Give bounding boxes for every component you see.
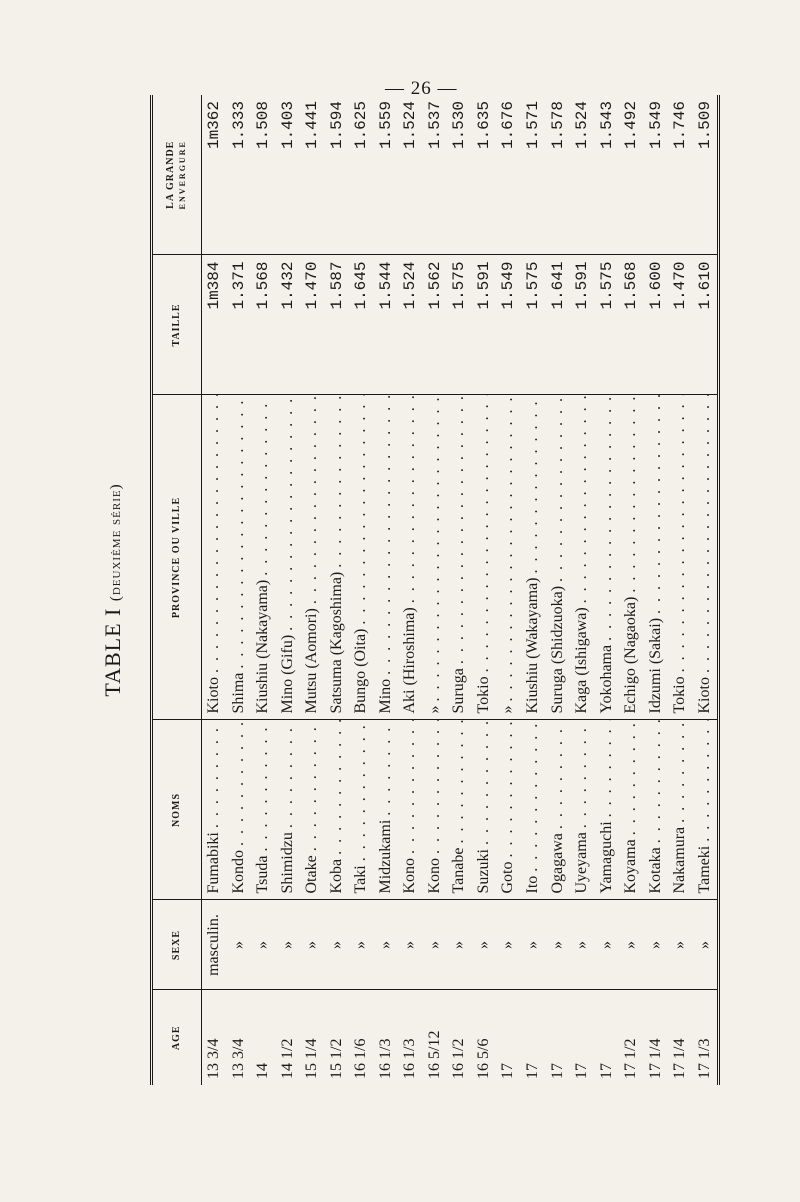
cell-province: Kiushiu (Nakayama) . . . bbox=[251, 395, 276, 720]
cell-envergure: 1.746 bbox=[668, 95, 693, 255]
cell-nom: Tanabe . . . bbox=[447, 720, 472, 900]
cell-nom: Kondo . . . bbox=[227, 720, 252, 900]
cell-sexe: » bbox=[521, 900, 546, 990]
cell-province: Tokio . . . bbox=[668, 395, 693, 720]
cell-age: 16 1/6 bbox=[352, 1038, 370, 1079]
cell-sexe: » bbox=[349, 900, 374, 990]
header-taille: TAILLE bbox=[152, 255, 202, 395]
cell-envergure: 1.571 bbox=[521, 95, 546, 255]
cell-age: 17 1/2 bbox=[622, 1038, 640, 1079]
cell-taille: 1.371 bbox=[227, 255, 252, 395]
cell-province: Suruga . . . bbox=[447, 395, 472, 720]
table-row bbox=[423, 95, 448, 1085]
cell-taille: 1.568 bbox=[619, 255, 644, 395]
cell-sexe: » bbox=[496, 900, 521, 990]
cell-province: Yokohama . . . bbox=[594, 395, 619, 720]
cell-taille: 1.587 bbox=[325, 255, 350, 395]
cell-sexe: » bbox=[325, 900, 350, 990]
cell-nom: Tsuda . . . bbox=[251, 720, 276, 900]
cell-nom: Fumabiki . . . bbox=[202, 720, 227, 900]
header-envergure-line2: ENVERGURE bbox=[178, 140, 187, 210]
cell-sexe: » bbox=[545, 900, 570, 990]
cell-province: Kioto . . . bbox=[692, 395, 718, 720]
cell-province: Satsuma (Kagoshima) . . . bbox=[325, 395, 350, 720]
table-row bbox=[202, 95, 227, 1085]
cell-taille: 1.544 bbox=[374, 255, 399, 395]
cell-envergure: 1.635 bbox=[472, 95, 497, 255]
cell-nom: Tameki . . . bbox=[692, 720, 718, 900]
table-row bbox=[619, 95, 644, 1085]
cell-envergure: 1.549 bbox=[643, 95, 668, 255]
cell-province: Shima . . . bbox=[227, 395, 252, 720]
table-row bbox=[570, 95, 595, 1085]
cell-envergure: 1.524 bbox=[570, 95, 595, 255]
cell-sexe: » bbox=[300, 900, 325, 990]
cell-envergure: 1.537 bbox=[423, 95, 448, 255]
cell-envergure: 1.543 bbox=[594, 95, 619, 255]
cell-nom: Taki . . . bbox=[349, 720, 374, 900]
cell-age: 17 bbox=[523, 1063, 541, 1079]
cell-taille: 1.600 bbox=[643, 255, 668, 395]
cell-taille: 1.591 bbox=[472, 255, 497, 395]
cell-envergure: 1.676 bbox=[496, 95, 521, 255]
cell-age: 15 1/4 bbox=[303, 1038, 321, 1079]
cell-taille: 1.641 bbox=[545, 255, 570, 395]
cell-age: 17 1/3 bbox=[695, 1038, 713, 1079]
cell-nom: Ogagawa . . . bbox=[545, 720, 570, 900]
cell-taille: 1.470 bbox=[668, 255, 693, 395]
cell-nom: Kono . . . bbox=[398, 720, 423, 900]
cell-nom: Kotaka . . . bbox=[643, 720, 668, 900]
rotated-table-block bbox=[100, 95, 800, 1085]
table-row bbox=[447, 95, 472, 1085]
cell-nom: Koba . . . bbox=[325, 720, 350, 900]
cell-envergure: 1.492 bbox=[619, 95, 644, 255]
cell-province: Mutsu (Aomori) . . . bbox=[300, 395, 325, 720]
table-row bbox=[398, 95, 423, 1085]
header-envergure-line1: LA GRANDE bbox=[164, 140, 176, 209]
cell-age: 16 5/6 bbox=[474, 1038, 492, 1079]
cell-taille: 1.549 bbox=[496, 255, 521, 395]
cell-province: Mino . . . bbox=[374, 395, 399, 720]
cell-nom: Otake . . . bbox=[300, 720, 325, 900]
header-sexe: SEXE bbox=[152, 900, 202, 990]
cell-province: Idzumi (Sakai) . . . bbox=[643, 395, 668, 720]
header-province: PROVINCE OU VILLE bbox=[152, 395, 202, 720]
cell-taille: 1.432 bbox=[276, 255, 301, 395]
table-subtitle: (deuxième série) bbox=[108, 483, 124, 602]
table-row bbox=[251, 95, 276, 1085]
cell-province: Mino (Gifu) . . . bbox=[276, 395, 301, 720]
cell-sexe: » bbox=[374, 900, 399, 990]
cell-province: Kiushiu (Wakayama) . . . bbox=[521, 395, 546, 720]
cell-nom: Midzukami . . . bbox=[374, 720, 399, 900]
cell-age: 16 1/3 bbox=[376, 1038, 394, 1079]
table-row bbox=[594, 95, 619, 1085]
cell-taille: 1.524 bbox=[398, 255, 423, 395]
header-age: AGE bbox=[152, 990, 202, 1085]
cell-taille: 1.470 bbox=[300, 255, 325, 395]
cell-age: 15 1/2 bbox=[327, 1038, 345, 1079]
cell-nom: Uyeyama . . . bbox=[570, 720, 595, 900]
cell-taille: 1.575 bbox=[594, 255, 619, 395]
cell-envergure: 1.509 bbox=[692, 95, 718, 255]
page-number: — 26 — bbox=[385, 78, 458, 99]
header-row bbox=[152, 95, 202, 1085]
cell-taille: 1m384 bbox=[202, 255, 227, 395]
cell-nom: Goto . . . bbox=[496, 720, 521, 900]
table-row bbox=[692, 95, 718, 1085]
cell-sexe: » bbox=[251, 900, 276, 990]
cell-province: » . . . bbox=[496, 395, 521, 720]
cell-envergure: 1.578 bbox=[545, 95, 570, 255]
cell-sexe: » bbox=[472, 900, 497, 990]
cell-sexe: » bbox=[692, 900, 718, 990]
cell-age: 16 1/3 bbox=[401, 1038, 419, 1079]
cell-age: 17 1/4 bbox=[671, 1038, 689, 1079]
header-envergure bbox=[152, 95, 202, 255]
cell-province: Kioto . . . bbox=[202, 395, 227, 720]
cell-envergure: 1.403 bbox=[276, 95, 301, 255]
table-row bbox=[496, 95, 521, 1085]
header-noms: NOMS bbox=[152, 720, 202, 900]
cell-age: 16 5/12 bbox=[425, 1030, 443, 1079]
cell-envergure: 1.333 bbox=[227, 95, 252, 255]
table-row bbox=[374, 95, 399, 1085]
cell-age: 17 bbox=[499, 1063, 517, 1079]
cell-province: Aki (Hiroshima) . . . bbox=[398, 395, 423, 720]
cell-envergure: 1.508 bbox=[251, 95, 276, 255]
cell-sexe: » bbox=[398, 900, 423, 990]
cell-age: 17 bbox=[597, 1063, 615, 1079]
cell-envergure: 1.594 bbox=[325, 95, 350, 255]
cell-sexe: » bbox=[643, 900, 668, 990]
cell-sexe: masculin. bbox=[202, 900, 227, 990]
cell-envergure: 1.559 bbox=[374, 95, 399, 255]
cell-sexe: » bbox=[619, 900, 644, 990]
cell-envergure: 1.625 bbox=[349, 95, 374, 255]
cell-nom: Yamaguchi . . . bbox=[594, 720, 619, 900]
cell-province: Tokio . . . bbox=[472, 395, 497, 720]
table-row bbox=[227, 95, 252, 1085]
table-row bbox=[643, 95, 668, 1085]
cell-taille: 1.575 bbox=[521, 255, 546, 395]
table-caption bbox=[100, 95, 126, 1085]
cell-nom: Nakamura . . . bbox=[668, 720, 693, 900]
table-row bbox=[472, 95, 497, 1085]
cell-sexe: » bbox=[570, 900, 595, 990]
data-table bbox=[150, 95, 720, 1085]
cell-nom: Shimidzu . . . bbox=[276, 720, 301, 900]
cell-age: 17 bbox=[548, 1063, 566, 1079]
cell-age: 13 3/4 bbox=[205, 1038, 223, 1079]
cell-province: Bungo (Oita) . . . bbox=[349, 395, 374, 720]
cell-nom: Ito . . . bbox=[521, 720, 546, 900]
cell-sexe: » bbox=[594, 900, 619, 990]
cell-sexe: » bbox=[423, 900, 448, 990]
table-title: TABLE I bbox=[100, 607, 125, 697]
cell-province: Kaga (Ishigawa) . . . bbox=[570, 395, 595, 720]
cell-nom: Kono . . . bbox=[423, 720, 448, 900]
cell-envergure: 1m362 bbox=[202, 95, 227, 255]
cell-province: Suruga (Shidzuoka) . . . bbox=[545, 395, 570, 720]
cell-taille: 1.610 bbox=[692, 255, 718, 395]
cell-sexe: » bbox=[227, 900, 252, 990]
cell-taille: 1.568 bbox=[251, 255, 276, 395]
cell-age: 14 bbox=[254, 1063, 272, 1079]
table-row bbox=[349, 95, 374, 1085]
cell-taille: 1.591 bbox=[570, 255, 595, 395]
cell-sexe: » bbox=[668, 900, 693, 990]
cell-envergure: 1.530 bbox=[447, 95, 472, 255]
table-row bbox=[300, 95, 325, 1085]
cell-age: 16 1/2 bbox=[450, 1038, 468, 1079]
cell-nom: Koyama . . . bbox=[619, 720, 644, 900]
cell-envergure: 1.524 bbox=[398, 95, 423, 255]
table-row bbox=[325, 95, 350, 1085]
cell-age: 17 bbox=[573, 1063, 591, 1079]
cell-envergure: 1.441 bbox=[300, 95, 325, 255]
cell-sexe: » bbox=[276, 900, 301, 990]
cell-province: » . . . bbox=[423, 395, 448, 720]
cell-sexe: » bbox=[447, 900, 472, 990]
cell-taille: 1.645 bbox=[349, 255, 374, 395]
cell-nom: Suzuki . . . bbox=[472, 720, 497, 900]
cell-province: Echigo (Nagaoka) . . . bbox=[619, 395, 644, 720]
table-row bbox=[545, 95, 570, 1085]
table-row bbox=[521, 95, 546, 1085]
table-row bbox=[276, 95, 301, 1085]
cell-taille: 1.575 bbox=[447, 255, 472, 395]
cell-age: 14 1/2 bbox=[278, 1038, 296, 1079]
table-body bbox=[202, 95, 719, 1085]
cell-age: 17 1/4 bbox=[646, 1038, 664, 1079]
cell-taille: 1.562 bbox=[423, 255, 448, 395]
table-row bbox=[668, 95, 693, 1085]
cell-age: 13 3/4 bbox=[229, 1038, 247, 1079]
